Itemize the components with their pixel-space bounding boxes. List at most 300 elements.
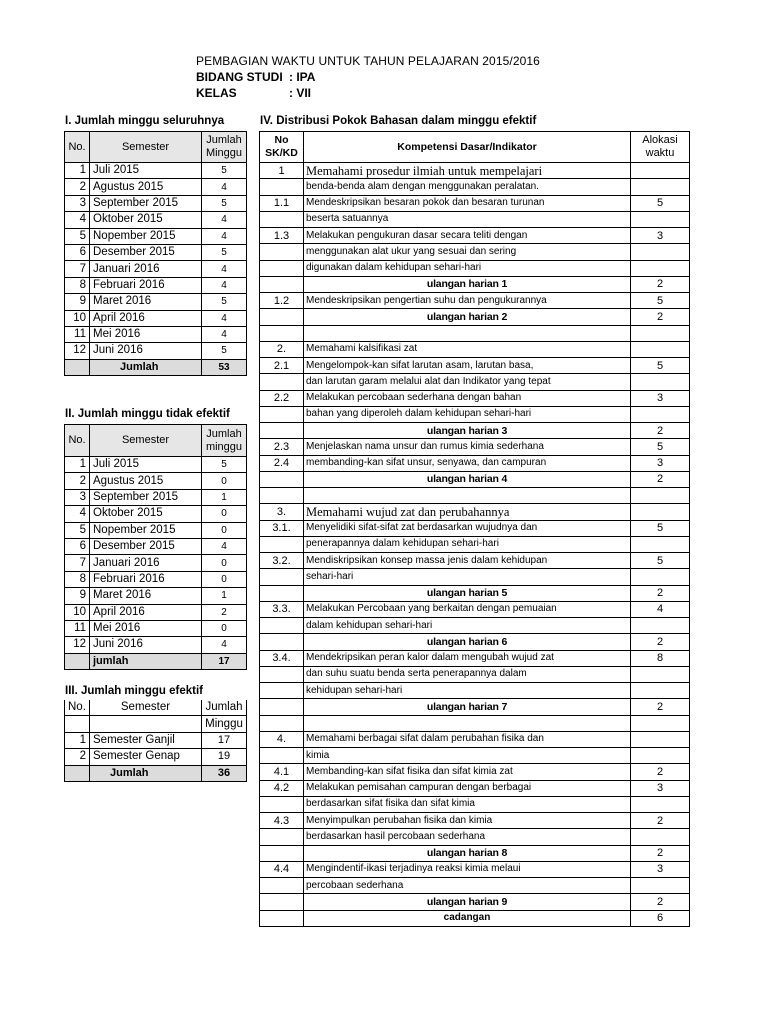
alokasi-cell xyxy=(631,244,690,260)
sk-kd-number xyxy=(260,845,304,861)
table-row xyxy=(260,764,690,780)
alokasi-cell: 5 xyxy=(631,293,690,309)
kompetensi-cell: Mendekripsikan peran kalor dalam mengubah wujud zat xyxy=(304,650,631,666)
col-no-header: No. xyxy=(65,425,90,457)
weeks-non-effective-table xyxy=(64,424,247,670)
table-row xyxy=(260,163,690,179)
sk-kd-number xyxy=(260,244,304,260)
alokasi-cell: 5 xyxy=(631,358,690,374)
kelas-value: : VII xyxy=(289,86,312,100)
alokasi-cell: 3 xyxy=(631,780,690,796)
sk-kd-number xyxy=(260,634,304,650)
row-number: 3 xyxy=(65,489,90,505)
row-number: 5 xyxy=(65,228,90,244)
kompetensi-cell: ulangan harian 7 xyxy=(304,699,631,715)
table-row xyxy=(260,829,690,845)
sk-kd-number xyxy=(260,618,304,634)
alokasi-cell xyxy=(631,796,690,812)
kompetensi-cell: ulangan harian 3 xyxy=(304,423,631,439)
ulangan-row xyxy=(260,423,690,439)
kelas-row xyxy=(196,85,540,101)
row-number: 7 xyxy=(65,261,90,277)
alokasi-cell xyxy=(631,504,690,520)
kompetensi-cell: kehidupan sehari-hari xyxy=(304,683,631,699)
kompetensi-cell: Melakukan pemisahan campuran dengan berbagai xyxy=(304,780,631,796)
semester-cell: September 2015 xyxy=(90,489,202,505)
sk-kd-number xyxy=(260,536,304,552)
row-number: 9 xyxy=(65,294,90,310)
kompetensi-cell: berdasarkan sifat fisika dan sifat kimia xyxy=(304,796,631,812)
sk-kd-number xyxy=(260,683,304,699)
alokasi-cell xyxy=(631,569,690,585)
document-header xyxy=(196,53,540,101)
row-number: 8 xyxy=(65,571,90,587)
kompetensi-cell: menggunakan alat ukur yang sesuai dan sering xyxy=(304,244,631,260)
table-row xyxy=(65,326,247,342)
section-4-title: IV. Distribusi Pokok Bahasan dalam minggu efektif xyxy=(260,115,537,127)
table-row xyxy=(65,228,247,244)
semester-cell: Nopember 2015 xyxy=(90,522,202,538)
weeks-cell: 4 xyxy=(202,179,247,195)
alokasi-cell xyxy=(631,536,690,552)
col-no-header: No. xyxy=(65,132,90,163)
kompetensi-cell xyxy=(304,325,631,341)
table-row xyxy=(260,520,690,536)
row-number: 4 xyxy=(65,506,90,522)
kompetensi-cell: Memahami berbagai sifat dalam perubahan fisika dan xyxy=(304,731,631,747)
alokasi-cell xyxy=(631,163,690,179)
semester-cell: Juni 2016 xyxy=(90,343,202,359)
table-row xyxy=(260,650,690,666)
alokasi-cell xyxy=(631,406,690,422)
section-1-title: I. Jumlah minggu seluruhnya xyxy=(65,115,225,127)
table-row xyxy=(260,715,690,731)
page-title: PEMBAGIAN WAKTU UNTUK TAHUN PELAJARAN 2015/2016 xyxy=(196,54,540,68)
sk-kd-number: 3.4. xyxy=(260,650,304,666)
table-row xyxy=(65,310,247,326)
table-row xyxy=(260,666,690,682)
semester-cell: September 2015 xyxy=(90,195,202,211)
sk-kd-number: 3. xyxy=(260,504,304,520)
semester-cell: Februari 2016 xyxy=(90,277,202,293)
table-row xyxy=(260,293,690,309)
table-row xyxy=(65,457,247,473)
sk-kd-number xyxy=(260,829,304,845)
kompetensi-cell: dalam kehidupan sehari-hari xyxy=(304,618,631,634)
kompetensi-cell: penerapannya dalam kehidupan sehari-hari xyxy=(304,536,631,552)
total-row xyxy=(65,765,247,781)
table-row xyxy=(260,195,690,211)
semester-cell: Semester Genap xyxy=(90,749,202,765)
alokasi-cell: 3 xyxy=(631,455,690,471)
sk-kd-number xyxy=(260,666,304,682)
weeks-cell: 5 xyxy=(202,195,247,211)
alokasi-cell xyxy=(631,325,690,341)
table-row xyxy=(260,796,690,812)
kompetensi-cell: ulangan harian 2 xyxy=(304,309,631,325)
sk-kd-number: 2.3 xyxy=(260,439,304,455)
weeks-cell: 0 xyxy=(202,522,247,538)
sk-kd-number: 4.2 xyxy=(260,780,304,796)
alokasi-cell: 2 xyxy=(631,699,690,715)
table-row xyxy=(260,813,690,829)
row-number: 7 xyxy=(65,555,90,571)
row-number: 1 xyxy=(65,457,90,473)
table-row xyxy=(65,620,247,636)
ulangan-row xyxy=(260,894,690,910)
alokasi-cell xyxy=(631,731,690,747)
sk-kd-number xyxy=(260,488,304,504)
semester-cell: Oktober 2015 xyxy=(90,506,202,522)
kompetensi-cell: Mendeskripsikan besaran pokok dan besaran turunan xyxy=(304,195,631,211)
semester-cell: Maret 2016 xyxy=(90,588,202,604)
kompetensi-cell: kimia xyxy=(304,748,631,764)
alokasi-cell: 2 xyxy=(631,309,690,325)
sk-kd-number xyxy=(260,878,304,894)
sk-kd-number xyxy=(260,309,304,325)
ulangan-row xyxy=(260,699,690,715)
alokasi-cell: 2 xyxy=(631,471,690,487)
sk-kd-number: 2.1 xyxy=(260,358,304,374)
semester-cell: Oktober 2015 xyxy=(90,212,202,228)
semester-cell: Desember 2015 xyxy=(90,244,202,260)
total-label: Jumlah xyxy=(90,765,202,781)
total-label: jumlah xyxy=(90,653,202,669)
row-number: 9 xyxy=(65,588,90,604)
table-row xyxy=(65,179,247,195)
alokasi-cell xyxy=(631,211,690,227)
semester-cell: April 2016 xyxy=(90,604,202,620)
table-row xyxy=(260,536,690,552)
alokasi-cell: 5 xyxy=(631,195,690,211)
row-number: 10 xyxy=(65,310,90,326)
table-row xyxy=(65,749,247,765)
table-row xyxy=(260,553,690,569)
ulangan-row xyxy=(260,471,690,487)
semester-cell: Semester Ganjil xyxy=(90,732,202,748)
ulangan-row xyxy=(260,845,690,861)
kompetensi-cell: Menyelidiki sifat-sifat zat berdasarkan wujudnya dan xyxy=(304,520,631,536)
weeks-cell: 4 xyxy=(202,310,247,326)
semester-cell: April 2016 xyxy=(90,310,202,326)
kompetensi-cell: cadangan xyxy=(304,910,631,926)
sk-kd-number: 1.2 xyxy=(260,293,304,309)
alokasi-cell: 8 xyxy=(631,650,690,666)
weeks-cell: 0 xyxy=(202,473,247,489)
sk-kd-number: 3.2. xyxy=(260,553,304,569)
table-row xyxy=(65,555,247,571)
alokasi-cell xyxy=(631,829,690,845)
section-2-title: II. Jumlah minggu tidak efektif xyxy=(65,408,230,420)
semester-cell: Agustus 2015 xyxy=(90,179,202,195)
sk-kd-number: 3.1. xyxy=(260,520,304,536)
table-row xyxy=(65,522,247,538)
kompetensi-cell: Melakukan pengukuran dasar secara teliti dengan xyxy=(304,228,631,244)
weeks-cell: 4 xyxy=(202,538,247,554)
table-row xyxy=(260,780,690,796)
table-row xyxy=(260,244,690,260)
table-row xyxy=(260,260,690,276)
row-number: 11 xyxy=(65,620,90,636)
kompetensi-cell: Mendeskripsikan pengertian suhu dan pengukurannya xyxy=(304,293,631,309)
col-sk-kd-header: No SK/KD xyxy=(260,132,304,163)
semester-cell: Maret 2016 xyxy=(90,294,202,310)
kompetensi-cell: percobaan sederhana xyxy=(304,878,631,894)
kompetensi-cell: sehari-hari xyxy=(304,569,631,585)
alokasi-cell: 3 xyxy=(631,861,690,877)
sk-kd-number: 2. xyxy=(260,341,304,357)
weeks-cell: 5 xyxy=(202,457,247,473)
sk-kd-number xyxy=(260,585,304,601)
kompetensi-cell: Mengindentif-ikasi terjadinya reaksi kimia melaui xyxy=(304,861,631,877)
sk-kd-number xyxy=(260,260,304,276)
table-row xyxy=(65,473,247,489)
weeks-cell: 4 xyxy=(202,326,247,342)
kompetensi-cell: ulangan harian 5 xyxy=(304,585,631,601)
col-minggu-header: Minggu xyxy=(202,716,247,732)
table-row xyxy=(260,358,690,374)
sk-kd-number: 4. xyxy=(260,731,304,747)
sk-kd-number xyxy=(260,471,304,487)
kompetensi-cell: ulangan harian 1 xyxy=(304,276,631,292)
alokasi-cell xyxy=(631,488,690,504)
alokasi-cell: 2 xyxy=(631,634,690,650)
table-row xyxy=(65,163,247,179)
table-row xyxy=(65,588,247,604)
kompetensi-cell: beserta satuannya xyxy=(304,211,631,227)
col-jumlah-header: Jumlah Minggu xyxy=(202,132,247,163)
row-number: 4 xyxy=(65,212,90,228)
weeks-cell: 5 xyxy=(202,294,247,310)
col-kompetensi-header: Kompetensi Dasar/Indikator xyxy=(304,132,631,163)
table-row xyxy=(260,748,690,764)
table-row xyxy=(65,277,247,293)
weeks-cell: 5 xyxy=(202,163,247,179)
table-row xyxy=(65,343,247,359)
semester-cell: Januari 2016 xyxy=(90,261,202,277)
row-number: 2 xyxy=(65,179,90,195)
alokasi-cell: 2 xyxy=(631,585,690,601)
table-row xyxy=(260,504,690,520)
alokasi-cell: 2 xyxy=(631,423,690,439)
table-row xyxy=(65,195,247,211)
kompetensi-cell: Membanding-kan sifat fisika dan sifat kimia zat xyxy=(304,764,631,780)
ulangan-row xyxy=(260,585,690,601)
sk-kd-number: 1 xyxy=(260,163,304,179)
sk-kd-number xyxy=(260,374,304,390)
row-number: 12 xyxy=(65,343,90,359)
table-row xyxy=(260,861,690,877)
semester-cell: Agustus 2015 xyxy=(90,473,202,489)
sk-kd-number xyxy=(260,179,304,195)
sk-kd-number xyxy=(260,748,304,764)
sk-kd-number xyxy=(260,715,304,731)
row-number: 6 xyxy=(65,244,90,260)
weeks-cell: 17 xyxy=(202,732,247,748)
table-row xyxy=(260,569,690,585)
alokasi-cell xyxy=(631,715,690,731)
bidang-studi-row xyxy=(196,69,540,85)
semester-cell: Desember 2015 xyxy=(90,538,202,554)
table-row xyxy=(65,637,247,653)
sk-kd-number: 2.4 xyxy=(260,455,304,471)
bidang-studi-label: BIDANG STUDI xyxy=(196,70,283,84)
weeks-cell: 0 xyxy=(202,620,247,636)
semester-cell: Januari 2016 xyxy=(90,555,202,571)
table-row xyxy=(260,488,690,504)
table-row xyxy=(260,731,690,747)
table-row xyxy=(260,618,690,634)
weeks-cell: 4 xyxy=(202,637,247,653)
alokasi-cell xyxy=(631,374,690,390)
row-number: 12 xyxy=(65,637,90,653)
weeks-cell: 0 xyxy=(202,571,247,587)
alokasi-cell: 2 xyxy=(631,894,690,910)
alokasi-cell xyxy=(631,618,690,634)
table-row xyxy=(260,455,690,471)
alokasi-cell xyxy=(631,683,690,699)
total-label: Jumlah xyxy=(90,359,202,375)
alokasi-cell xyxy=(631,341,690,357)
kompetensi-cell: ulangan harian 8 xyxy=(304,845,631,861)
row-number: 2 xyxy=(65,749,90,765)
table-row xyxy=(260,390,690,406)
cadangan-row xyxy=(260,910,690,926)
weeks-cell: 2 xyxy=(202,604,247,620)
sk-kd-number xyxy=(260,423,304,439)
semester-cell: Mei 2016 xyxy=(90,326,202,342)
table-row xyxy=(65,261,247,277)
kompetensi-cell: berdasarkan hasil percobaan sederhana xyxy=(304,829,631,845)
alokasi-cell: 5 xyxy=(631,553,690,569)
table-row xyxy=(260,439,690,455)
kompetensi-cell: Memahami prosedur ilmiah untuk mempelajari xyxy=(304,163,631,179)
row-number: 1 xyxy=(65,163,90,179)
weeks-cell: 4 xyxy=(202,261,247,277)
table-row xyxy=(65,244,247,260)
row-number: 11 xyxy=(65,326,90,342)
kelas-label: KELAS xyxy=(196,86,237,100)
kompetensi-cell: ulangan harian 6 xyxy=(304,634,631,650)
col-jumlah-header: Jumlah minggu xyxy=(202,425,247,457)
total-value: 53 xyxy=(202,359,247,375)
sk-kd-number xyxy=(260,211,304,227)
bidang-studi-value: : IPA xyxy=(289,70,316,84)
row-number: 10 xyxy=(65,604,90,620)
col-semester-header: Semester xyxy=(90,132,202,163)
section-3-title: III. Jumlah minggu efektif xyxy=(65,685,204,697)
sk-kd-number: 1.1 xyxy=(260,195,304,211)
table-row xyxy=(65,294,247,310)
kompetensi-cell xyxy=(304,488,631,504)
total-row xyxy=(65,653,247,669)
semester-cell: Nopember 2015 xyxy=(90,228,202,244)
kompetensi-cell: Melakukan percobaan sederhana dengan bahan xyxy=(304,390,631,406)
alokasi-cell: 6 xyxy=(631,910,690,926)
kompetensi-cell: dan larutan garam melalui alat dan Indikator yang tepat xyxy=(304,374,631,390)
table-row xyxy=(260,325,690,341)
sk-kd-number xyxy=(260,406,304,422)
ulangan-row xyxy=(260,309,690,325)
sk-kd-number xyxy=(260,569,304,585)
total-row xyxy=(65,359,247,375)
weeks-effective-table xyxy=(64,700,247,782)
row-number: 8 xyxy=(65,277,90,293)
weeks-cell: 5 xyxy=(202,343,247,359)
alokasi-cell: 5 xyxy=(631,439,690,455)
semester-cell: Juli 2015 xyxy=(90,163,202,179)
col-semester-header: Semester xyxy=(90,700,202,716)
table-row xyxy=(65,571,247,587)
alokasi-cell: 2 xyxy=(631,845,690,861)
kompetensi-cell: ulangan harian 9 xyxy=(304,894,631,910)
sk-kd-number: 4.3 xyxy=(260,813,304,829)
kompetensi-cell xyxy=(304,715,631,731)
table-row xyxy=(260,406,690,422)
weeks-cell: 5 xyxy=(202,244,247,260)
alokasi-cell: 2 xyxy=(631,764,690,780)
alokasi-cell: 4 xyxy=(631,601,690,617)
sk-kd-number: 1.3 xyxy=(260,228,304,244)
weeks-cell: 1 xyxy=(202,588,247,604)
kompetensi-cell: Mengelompok-kan sifat larutan asam, larutan basa, xyxy=(304,358,631,374)
alokasi-cell xyxy=(631,666,690,682)
ulangan-row xyxy=(260,634,690,650)
alokasi-cell: 2 xyxy=(631,276,690,292)
semester-cell: Februari 2016 xyxy=(90,571,202,587)
kompetensi-cell: ulangan harian 4 xyxy=(304,471,631,487)
kompetensi-cell: Mendiskripsikan konsep massa jenis dalam kehidupan xyxy=(304,553,631,569)
sk-kd-number xyxy=(260,910,304,926)
kompetensi-cell: Melakukan Percobaan yang berkaitan dengan pemuaian xyxy=(304,601,631,617)
row-number: 3 xyxy=(65,195,90,211)
kompetensi-cell: dan suhu suatu benda serta penerapannya dalam xyxy=(304,666,631,682)
col-semester-header: Semester xyxy=(90,425,202,457)
kompetensi-cell: Memahami wujud zat dan perubahannya xyxy=(304,504,631,520)
sk-kd-number: 2.2 xyxy=(260,390,304,406)
alokasi-cell xyxy=(631,179,690,195)
semester-cell: Juli 2015 xyxy=(90,457,202,473)
kompetensi-cell: Menjelaskan nama unsur dan rumus kimia sederhana xyxy=(304,439,631,455)
weeks-cell: 19 xyxy=(202,749,247,765)
table-row xyxy=(260,878,690,894)
row-number: 6 xyxy=(65,538,90,554)
sk-kd-number xyxy=(260,894,304,910)
alokasi-cell xyxy=(631,878,690,894)
alokasi-cell: 2 xyxy=(631,813,690,829)
kompetensi-cell: benda-benda alam dengan menggunakan peralatan. xyxy=(304,179,631,195)
row-number: 2 xyxy=(65,473,90,489)
table-row xyxy=(65,506,247,522)
weeks-cell: 4 xyxy=(202,212,247,228)
semester-cell: Mei 2016 xyxy=(90,620,202,636)
sk-kd-number xyxy=(260,325,304,341)
weeks-cell: 0 xyxy=(202,506,247,522)
semester-cell: Juni 2016 xyxy=(90,637,202,653)
col-no-header: No. xyxy=(65,700,90,716)
weeks-cell: 1 xyxy=(202,489,247,505)
row-number: 1 xyxy=(65,732,90,748)
weeks-cell: 4 xyxy=(202,228,247,244)
sk-kd-number xyxy=(260,796,304,812)
kompetensi-cell: Memahami kalsifikasi zat xyxy=(304,341,631,357)
kompetensi-cell: bahan yang diperoleh dalam kehidupan sehari-hari xyxy=(304,406,631,422)
sk-kd-number xyxy=(260,276,304,292)
table-row xyxy=(260,228,690,244)
alokasi-cell: 3 xyxy=(631,228,690,244)
kompetensi-cell: membanding-kan sifat unsur, senyawa, dan campuran xyxy=(304,455,631,471)
alokasi-cell: 5 xyxy=(631,520,690,536)
